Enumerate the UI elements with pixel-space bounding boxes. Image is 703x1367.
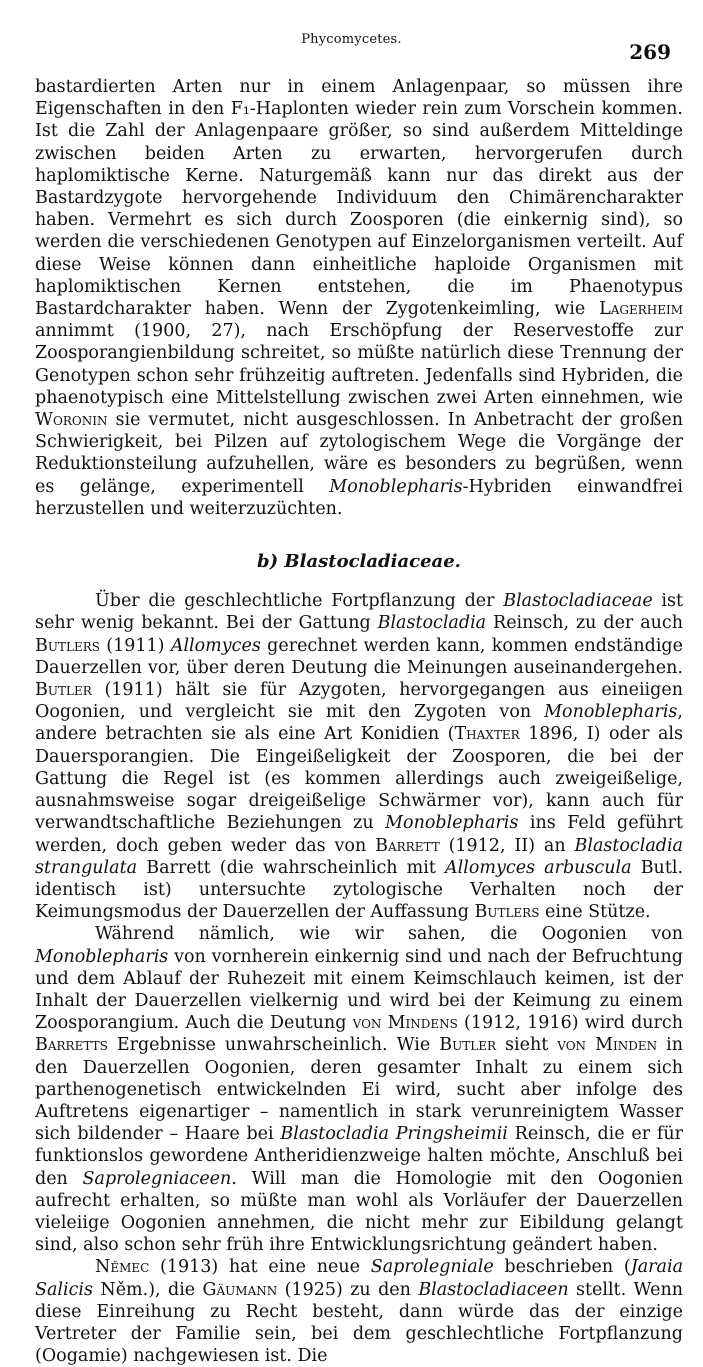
text-run: sie vermutet, nicht ausgeschlossen. In Anbetracht der großen Schwierigkeit, bei Pilzen auf zytologischem Wege die Vorgänge der Reduktionsteilung aufzuhellen, wäre es besonders zu begrüßen, wenn es gelänge, experimentell [35,410,683,497]
italic-term: Blastocladiaceae [503,591,653,612]
author-name: von Mindens [352,1013,458,1034]
author-name: Butler [439,1035,497,1056]
running-head: Phycomycetes. [301,32,402,47]
italic-term: Monoblepharis [329,476,463,497]
author-name: Gäumann [202,1279,278,1300]
author-name: Barrett [375,835,440,856]
page-body [35,76,683,1367]
italic-term: Blastocladia [377,613,487,634]
paragraph-2 [35,590,683,923]
text-run: stellt. Wenn diese Einreihung zu Recht besteht, dann würde das der einzige Vertreter der Familie sein, bei dem geschlechtliche Fortpflanzung (Oogamie) nachgewiesen ist. Die [35,1279,683,1367]
text-run: Butl. identisch ist) untersuchte zytologische Verhalten noch der Keimungsmodus der Dauerzellen der Auffassung [35,857,684,923]
text-run: ist sehr wenig bekannt. Bei der Gattung [35,591,683,634]
text-run: bastardierten Arten nur in einem Anlagenpaar, so müssen ihre Eigenschaften in den F₁-Haplonten wieder rein zum Vorschein kommen. Ist die Zahl der Anlagenpaare größer, so sind außerdem Mitteldinge zwischen beiden Arten zu erwarten, hervorgerufen durch haplomiktische Kerne. Naturgemäß kann nur das direkt aus der Bastardzygote hervorgehende Individuum den Chimärencharakter haben. Vermehrt es sich durch Zoosporen (die einkernig sind), so werden die verschiedenen Genotypen auf Einzelorganismen verteilt. Auf diese Weise können dann einheitliche haploide Organismen mit haplomiktischen Kernen entstehen, die im Phaenotypus Bastardcharakter haben. Wenn der Zygotenkeimling, wie [35,77,683,320]
italic-term: Monoblepharis [544,702,678,723]
page-number: 269 [629,40,671,64]
text-run: Barrett (die wahrscheinlich mit [137,857,446,878]
italic-term: Blastocladia strangulata [35,835,683,878]
author-name: Butlers [35,635,100,656]
author-name: von Minden [557,1035,658,1056]
text-run: (1913) hat eine neue [149,1257,371,1278]
text-run: (1925) zu den [277,1279,419,1300]
text-run: (1911) hält sie für Azygoten, hervorgegangen aus eineiigen Oogonien, und vergleicht sie mit den Zygoten von [35,680,683,723]
text-run: (1912, 1916) wird durch [457,1013,683,1034]
paragraph-4 [35,1256,683,1367]
text-run: 1896, I) oder als Dauersporangien. Die Eingeißeligkeit der Zoosporen, die bei der Gattung die Regel ist (es kommen allerdings auch zweigeißelige, ausnahmsweise sogar dreigeißelige Schwärmer vor), kann auch für verwandtschaftliche Beziehungen zu [35,724,684,834]
italic-term: Blastocladiaceen [418,1279,569,1300]
text-run: Ergebnisse unwahrscheinlich. Wie [107,1035,440,1056]
italic-term: Allomyces arbuscula [445,857,632,878]
paragraph-3 [35,923,683,1256]
text-run: Reinsch, die er für funktionslos gewordene Antheridienzweige halten möchte, Anschluß bei den [35,1124,683,1189]
italic-term: Allomyces [170,635,261,656]
text-run: Něm.), die [93,1279,203,1300]
author-name: Němec [95,1257,150,1278]
author-name: Butler [35,680,92,701]
author-name: Thaxter [454,724,520,745]
author-name: Barretts [35,1035,108,1056]
text-run: beschrieben ( [493,1257,631,1278]
text-run: (1912, II) an [439,835,575,856]
italic-term: Saprolegniale [370,1257,494,1278]
text-run: ins Feld geführt werden, doch geben weder das von [35,813,683,856]
text-run: , andere betrachten sie als eine Art Konidien ( [35,702,683,745]
text-run: eine Stütze. [539,902,651,923]
text-run: . Will man die Homologie mit den Oogonien aufrecht erhalten, so müßte man wohl als Vorläufer der Dauerzellen vieleiige Oogonien annehmen, die nicht mehr zur Eibildung gelangt sind, also schon sehr früh ihre Entwicklungsrichtung geändert haben. [35,1168,683,1256]
text-run: in den Dauerzellen Oogonien, deren gesamter Inhalt zu einem sich parthenogenetisch entwickelnden Ei wird, sucht aber infolge des Auftretens eigenartiger – namentlich in stark verunreinigtem Wasser sich bildender – Haare bei [35,1035,683,1145]
italic-term: Monoblepharis [385,813,519,834]
text-run: Reinsch, zu der auch [486,613,683,634]
text-run: annimmt (1900, 27), nach Erschöpfung der Reservestoffe zur Zoosporangienbildung schreitet, so müßte natürlich diese Trennung der Genotypen schon sehr frühzeitig auftreten. Jedenfalls sind Hybriden, die phaenotypisch eine Mittelstellung zwischen zwei Arten einnehmen, wie [35,321,683,408]
text-run: Während nämlich, wie wir sahen, die Oogonien von [95,924,683,945]
text-run: sieht [496,1035,558,1056]
italic-term: Jaraia Salicis [35,1257,684,1300]
author-name: Butlers [474,902,540,923]
text-run: (1911) [99,635,171,656]
italic-term: Monoblepharis [35,946,169,967]
text-run: von vornherein einkernig sind und nach der Befruchtung und dem Ablauf der Ruhezeit mit einem Keimschlauch keimen, ist der Inhalt der Dauerzellen vielkernig und wird bei der Keimung zu einem Zoosporangium. Auch die Deutung [35,946,683,1034]
text-run: Über die geschlechtliche Fortpflanzung der [95,591,504,612]
text-run: -Hybriden einwandfrei herzustellen und weiterzuzüchten. [35,476,683,519]
italic-term: Blastocladia Pringsheimii [280,1124,508,1145]
italic-term: Saprolegniaceen [82,1168,232,1189]
text-run: gerechnet werden kann, kommen endständige Dauerzellen vor, über deren Deutung die Meinungen auseinandergehen. [35,635,683,678]
paragraph-1 [35,76,683,520]
section-heading: b) Blastocladiaceae. [257,551,461,573]
author-name: Lagerheim [599,299,683,320]
author-name: Woronin [35,410,108,431]
